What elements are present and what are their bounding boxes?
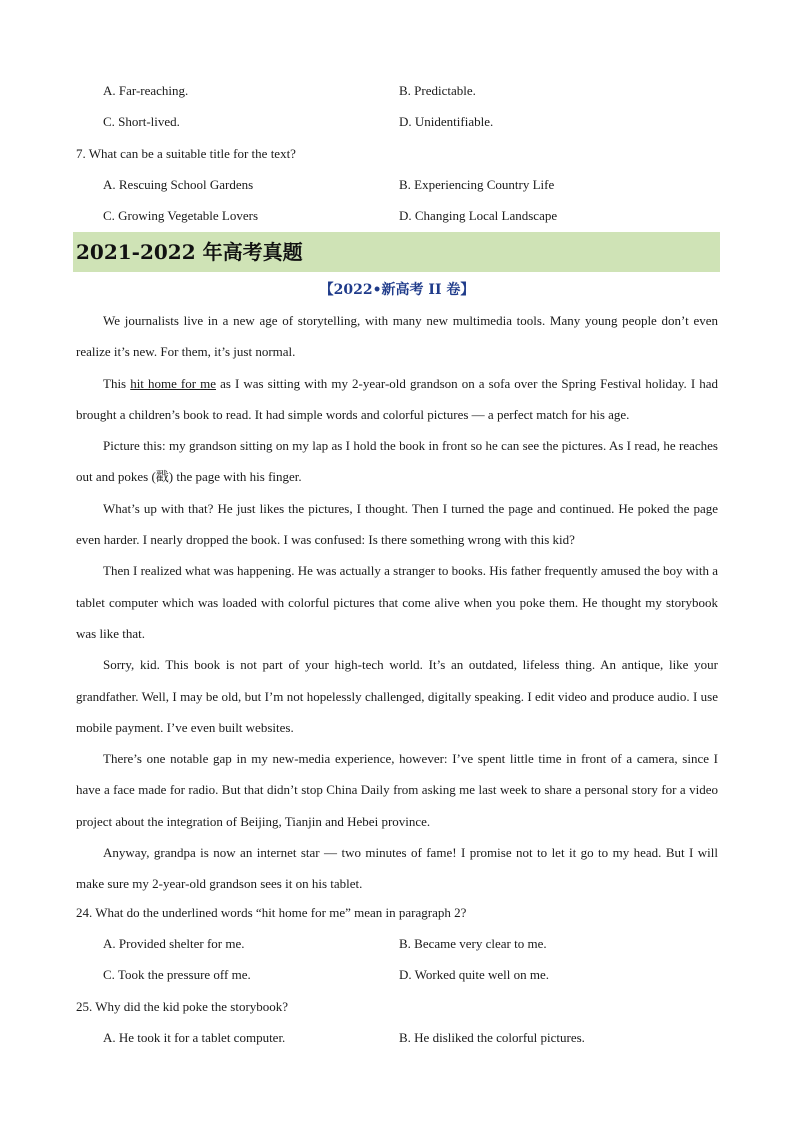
paragraph-1: We journalists live in a new age of storytelling, with many new multimedia tools. Many young people don’t even realize it’s new. For them, it’s just normal. [76,313,718,360]
q24-option-b: B. Became very clear to me. [399,936,547,951]
section-title: 2021-2022 年高考真题 [76,240,303,264]
exam-source: 【2022•新高考 II 卷】 [319,282,475,298]
paragraph-2-start: This [103,375,131,391]
q24-option-c: C. Took the pressure off me. [103,967,251,982]
paragraph-8: Anyway, grandpa is now an internet star — two minutes of fame! I promise not to let it go to my head. But I will make sure my 2-year-old grandson sees it on his tablet. [76,845,718,892]
q7-option-c: C. Growing Vegetable Lovers [103,208,259,223]
reading-passage [76,305,718,900]
q7-option-d: D. Changing Local Landscape [399,208,558,223]
paragraph-7: There’s one notable gap in my new-media experience, however: I’ve spent little time in front of a camera, since I have a face made for radio. But that didn’t stop China Daily from asking me last week to share a personal story for a video project about the integration of Beijing, Tianjin and Hebei province. [76,751,718,829]
q6-option-c: C. Short-lived. [103,114,180,129]
q6-option-d: D. Unidentifiable. [399,114,494,129]
q24-question: 24. What do the underlined words “hit home for me” mean in paragraph 2? [76,905,467,920]
q6-option-b: B. Predictable. [399,83,476,98]
q7-question: 7. What can be a suitable title for the text? [76,146,296,161]
paragraph-4: What’s up with that? He just likes the pictures, I thought. Then I turned the page and continued. He poked the page even harder. I nearly dropped the book. I was confused: Is there something wrong with this kid? [76,500,718,548]
q25-option-a: A. He took it for a tablet computer. [103,1030,286,1045]
q7-option-a: A. Rescuing School Gardens [103,177,254,192]
paragraph-2-rest: as I was sitting with my 2-year-old grandson on a sofa over the Spring Festival holiday. I had brought a children’s book to read. It had simple words and colorful pictures — a perfect match for his age. [76,375,718,422]
paragraph-5: Then I realized what was happening. He was actually a stranger to books. His father frequently amused the boy with a tablet computer which was loaded with colorful pictures that come alive when you poke them. He thought my storybook was like that. [76,563,718,641]
paragraph-2 [76,368,718,431]
q24-option-d: D. Worked quite well on me. [399,967,549,982]
paragraph-6: Sorry, kid. This book is not part of your high-tech world. It’s an outdated, lifeless thing. An antique, like your grandfather. Well, I may be old, but I’m not hopelessly challenged, digitally speaking. I edit video and produce audio. I use mobile payment. I’ve even built websites. [76,657,718,735]
paragraph-3: Picture this: my grandson sitting on my lap as I hold the book in front so he can see the pictures. As I read, he reaches out and pokes (戳) the page with his finger. [76,438,718,485]
q7-option-b: B. Experiencing Country Life [399,177,555,192]
q25-option-b: B. He disliked the colorful pictures. [399,1030,585,1045]
section-banner [73,232,720,272]
q25-question: 25. Why did the kid poke the storybook? [76,999,289,1014]
underlined-phrase: hit home for me [130,375,217,391]
q24-option-a: A. Provided shelter for me. [103,936,245,951]
q6-option-a: A. Far-reaching. [103,83,189,98]
